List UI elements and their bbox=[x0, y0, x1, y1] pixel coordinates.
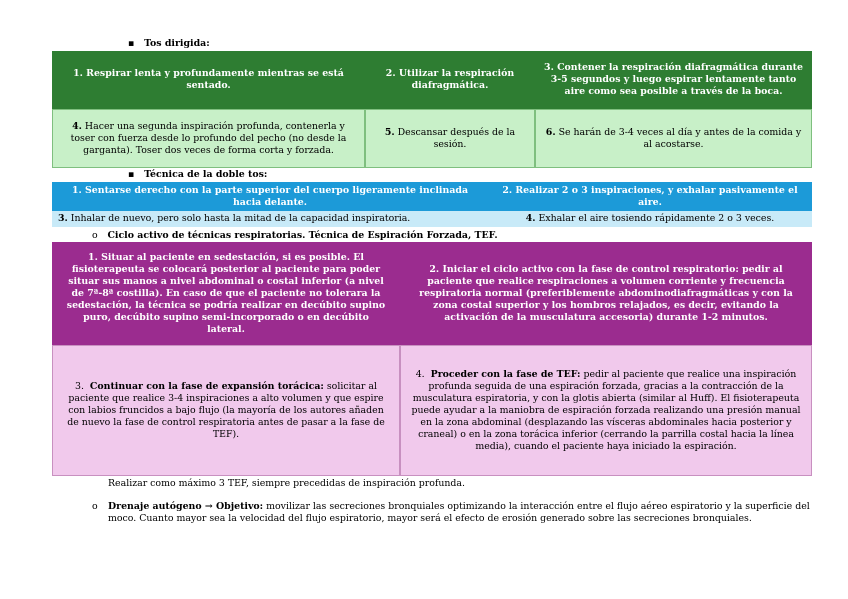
doble-tos-title: Técnica de la doble tos: bbox=[144, 169, 268, 180]
tos-dirigida-heading bbox=[128, 38, 210, 50]
ciclo-heading bbox=[92, 230, 498, 242]
doble-tos-step-3: 3. Inhalar de nuevo, pero solo hasta la mitad de la capacidad inspiratoria. bbox=[52, 211, 488, 227]
tos-dirigida-title: Tos dirigida: bbox=[144, 38, 210, 49]
bullet-icon: ▪ bbox=[128, 38, 135, 49]
drenaje-marker: o bbox=[92, 501, 98, 512]
tos-step-4: 4. Hacer una segunda inspiración profunda, contenerla y toser con fuerza desde lo profundo del pecho (no desde la garganta). Toser dos veces de forma corta y forzada. bbox=[52, 109, 365, 168]
tos-step-3: 3. Contener la respiración diafragmática durante 3-5 segundos y luego espirar lentamente tanto aire como sea posible a través de la boca. bbox=[535, 51, 812, 109]
ciclo-note: Realizar como máximo 3 TEF, siempre precedidas de inspiración profunda. bbox=[108, 478, 465, 489]
ciclo-step-1: 1. Situar al paciente en sedestación, si es posible. El fisioterapeuta se colocará posterior al paciente para poder situar sus manos a nivel abdominal o costal inferior (a nivel de 7ª-8ª costilla). En caso de que el paciente no tolerara la sedestación, la técnica se podría realizar en decúbito supino puro, decúbito supino semi-incorporado o en decúbito lateral. bbox=[52, 242, 400, 345]
objective-label: Objetivo: bbox=[216, 501, 264, 512]
ciclo-step-3: 3. Continuar con la fase de expansión torácica: solicitar al paciente que realice 3-4 inspiraciones a alto volumen y que espire con labios fruncidos a bajo flujo (la mayoría de los autores añaden de nuevo la fase de control respiratoria antes de pasar a la fase de TEF). bbox=[52, 345, 400, 476]
arrow-right-icon: → bbox=[201, 501, 216, 512]
circle-bullet-icon: o bbox=[92, 230, 98, 241]
bullet-icon: ▪ bbox=[128, 169, 135, 180]
drenaje-paragraph bbox=[108, 501, 820, 525]
tos-step-5: 5. Descansar después de la sesión. bbox=[365, 109, 535, 168]
ciclo-title: Ciclo activo de técnicas respiratorias. Técnica de Espiración Forzada, TEF. bbox=[107, 230, 498, 241]
doble-tos-step-2: 2. Realizar 2 o 3 inspiraciones, y exhalar pasivamente el aire. bbox=[488, 182, 812, 211]
drenaje-text: movilizar las secreciones bronquiales optimizando la interacción entre el flujo aéreo espiratorio y la superficie del moco. Cuanto mayor sea la velocidad del flujo espiratorio, mayor será el efecto de erosión generado sobre las secreciones bronquiales. bbox=[108, 501, 810, 524]
doble-tos-heading bbox=[128, 169, 267, 181]
drenaje-title: Drenaje autógeno bbox=[108, 501, 202, 512]
tos-step-2: 2. Utilizar la respiración diafragmática. bbox=[365, 51, 535, 109]
doble-tos-step-4: 4. Exhalar el aire tosiendo rápidamente 2 o 3 veces. bbox=[488, 211, 812, 227]
ciclo-step-2: 2. Iniciar el ciclo activo con la fase de control respiratorio: pedir al paciente que realice respiraciones a volumen corriente y frecuencia respiratoria normal (preferiblemente abdominodiafragmáticas y con la zona costal superior y los hombros relajados, es decir, evitando la activación de la musculatura accesoria) durante 1-2 minutos. bbox=[400, 242, 812, 345]
ciclo-step-4: 4. Proceder con la fase de TEF: pedir al paciente que realice una inspiración profunda seguida de una espiración forzada, gracias a la contracción de la musculatura espiratoria, y con la glotis abierta (similar al Huff). El fisioterapeuta puede ayudar a la maniobra de espiración forzada realizando una presión manual en la zona abdominal (desplazando las vísceras abdominales hacia posterior y craneal) o en la zona torácica inferior (cerrando la parrilla costal hacia la línea media), cuando el paciente haya iniciado la espiración. bbox=[400, 345, 812, 476]
doble-tos-step-1: 1. Sentarse derecho con la parte superior del cuerpo ligeramente inclinada hacia delante. bbox=[52, 182, 488, 211]
tos-step-1: 1. Respirar lenta y profundamente mientras se está sentado. bbox=[52, 51, 365, 109]
tos-step-6: 6. Se harán de 3-4 veces al día y antes de la comida y al acostarse. bbox=[535, 109, 812, 168]
